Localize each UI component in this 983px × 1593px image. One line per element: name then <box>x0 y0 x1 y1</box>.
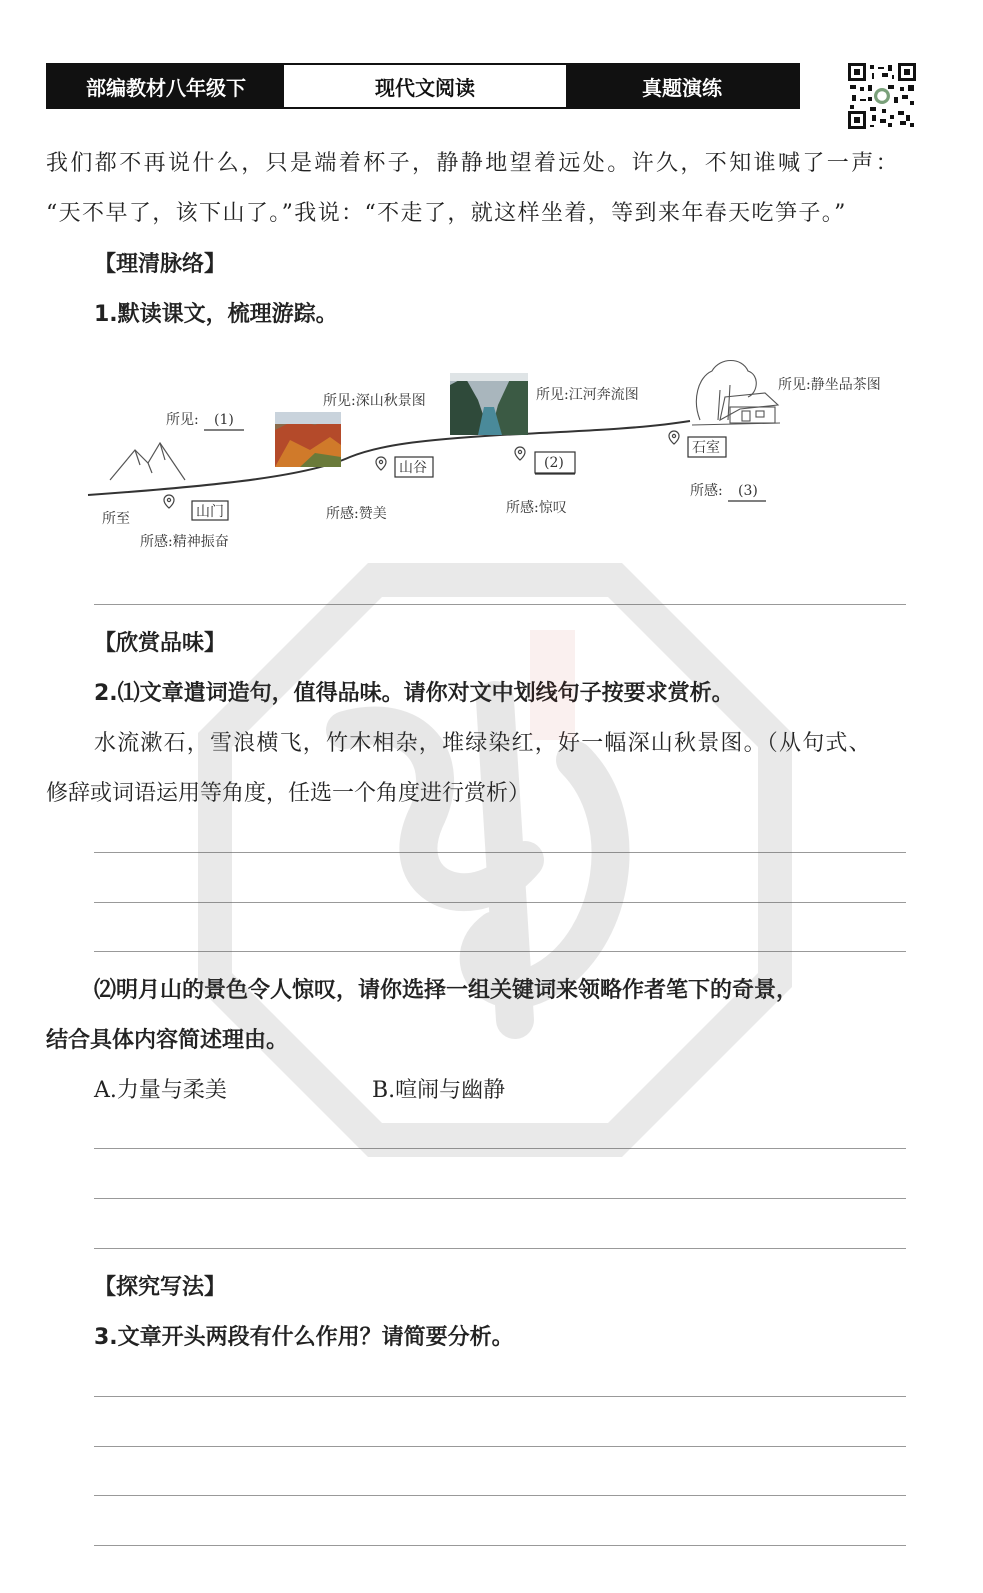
stop-4-felt-value: (3) <box>738 483 758 499</box>
watermark-seal-icon <box>195 560 795 1160</box>
start-label: 所至 <box>102 511 130 527</box>
answer-line <box>94 1446 906 1447</box>
answer-line <box>94 604 906 605</box>
mountain-icon <box>110 443 185 480</box>
river-gorge-image <box>450 373 528 435</box>
tea-house-sketch <box>692 361 780 426</box>
stop-4-place: 石室 <box>692 440 720 456</box>
answer-line <box>94 852 906 853</box>
stop-2-seen: 所见:深山秋景图 <box>323 393 426 409</box>
header-practice: 真题演练 <box>566 65 798 107</box>
answer-line <box>94 902 906 903</box>
passage-line-1: 我们都不再说什么，只是端着杯子，静静地望着远处。许久，不知谁喊了一声： <box>46 151 901 176</box>
question-2-1-quote: 水流漱石，雪浪横飞，竹木相杂，堆绿染红，好一幅深山秋景图。（从句式、 <box>94 731 872 756</box>
stop-4-felt-label: 所感: <box>690 483 723 499</box>
stop-3-felt: 所感:惊叹 <box>506 500 567 516</box>
passage-line-2: “天不早了，该下山了。”我说：“不走了，就这样坐着，等到来年春天吃笋子。” <box>46 201 847 226</box>
header-bar <box>46 63 800 109</box>
stop-2-felt: 所感:赞美 <box>326 506 387 522</box>
header-topic: 现代文阅读 <box>284 65 566 107</box>
question-2-1-instruction: 修辞或词语运用等角度，任选一个角度进行赏析） <box>46 781 531 806</box>
location-pin-icon-4 <box>669 431 679 444</box>
route-line <box>88 421 690 495</box>
header-textbook: 部编教材八年级下 <box>48 65 284 107</box>
question-3: 3.文章开头两段有什么作用？请简要分析。 <box>94 1325 514 1350</box>
stop-1-seen-value: (1) <box>214 412 234 428</box>
location-pin-icon-3 <box>515 447 525 460</box>
autumn-forest-image <box>275 412 341 467</box>
stop-3-place: (2) <box>544 455 564 471</box>
answer-line <box>94 1495 906 1496</box>
location-pin-icon-2 <box>376 457 386 470</box>
qr-code-icon <box>848 63 916 129</box>
location-pin-icon-1 <box>164 495 174 508</box>
question-2-2-line-1: ⑵明月山的景色令人惊叹，请你选择一组关键词来领略作者笔下的奇景， <box>94 978 799 1003</box>
stop-2-place: 山谷 <box>399 460 427 476</box>
answer-line <box>94 1396 906 1397</box>
section-heading-writing: 【探究写法】 <box>94 1275 227 1300</box>
option-a: A.力量与柔美 <box>94 1078 227 1103</box>
answer-line <box>94 1248 906 1249</box>
answer-line <box>94 1198 906 1199</box>
answer-line <box>94 951 906 952</box>
itinerary-diagram <box>80 345 920 560</box>
stop-3-seen: 所见:江河奔流图 <box>536 387 639 403</box>
answer-line <box>94 1148 906 1149</box>
question-1: 1.默读课文，梳理游踪。 <box>94 302 338 327</box>
answer-line <box>94 1545 906 1546</box>
option-b: B.喧闹与幽静 <box>372 1078 506 1103</box>
stop-4-seen: 所见:静坐品茶图 <box>778 377 881 393</box>
stop-1-seen-label: 所见: <box>166 412 199 428</box>
question-2-2-line-2: 结合具体内容简述理由。 <box>46 1028 289 1053</box>
stop-1-felt: 所感:精神振奋 <box>140 534 229 550</box>
stop-1-place: 山门 <box>196 504 224 520</box>
section-heading-outline: 【理清脉络】 <box>94 252 227 277</box>
section-heading-appreciation: 【欣赏品味】 <box>94 631 227 656</box>
question-2-1: 2.⑴文章遣词造句，值得品味。请你对文中划线句子按要求赏析。 <box>94 681 734 706</box>
